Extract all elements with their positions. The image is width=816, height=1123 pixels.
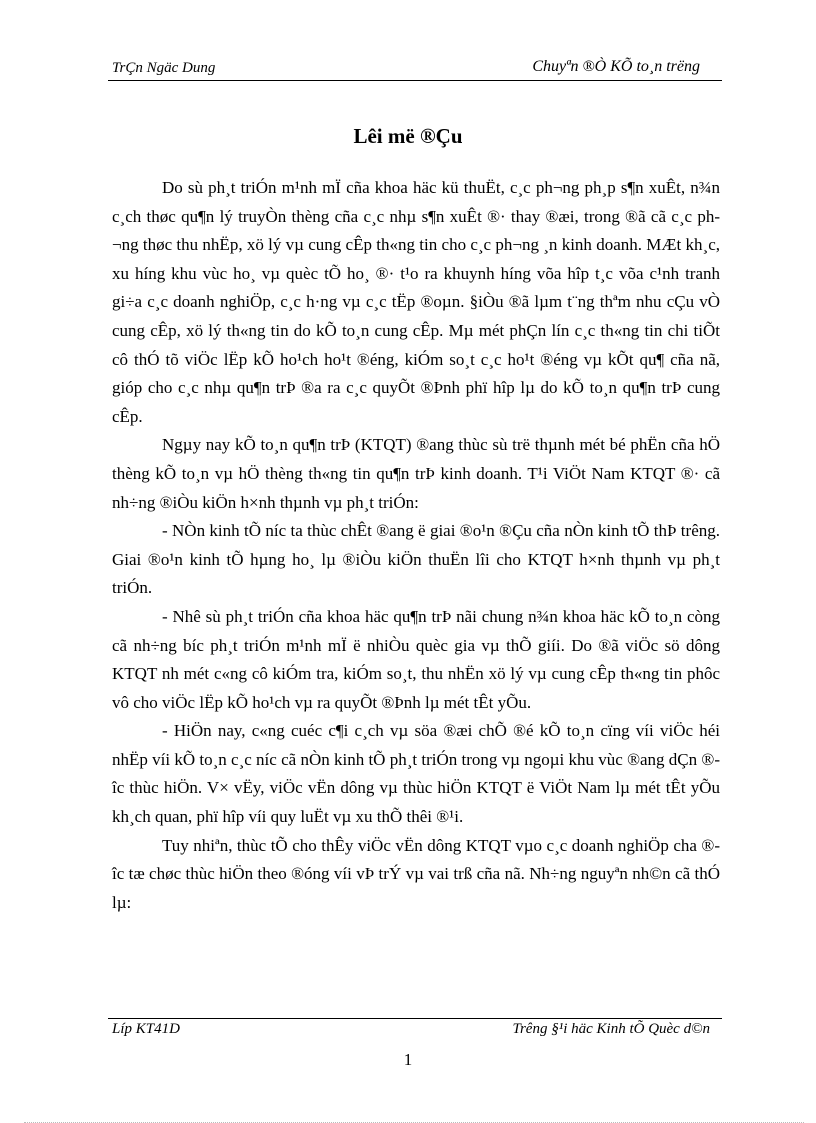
list-item-paragraph: - Nhê sù ph¸t triÓn cña khoa häc qu¶n trÞ nãi chung n¾n khoa häc kÕ to¸n còng cã nh÷ng bíc ph¸t triÓn m¹nh mÏ ë nhiÒu quèc gia vµ thÕ giíi. Do ®ã viÖc sö dông KTQT nh mét c«ng cô kiÓm tra, kiÓm so¸t, thu nhËn xö lý vµ cung cÊp th«ng tin phôc vô cho viÖc lËp kÕ ho¹ch vµ ra quyÕt ®Þnh lµ mét tÊt yÕu. <box>112 606 720 712</box>
list-item-paragraph: - NÒn kinh tÕ níc ta thùc chÊt ®ang ë giai ®o¹n ®Çu cña nÒn kinh tÕ thÞ trêng. Giai ®o¹n kinh tÕ hµng ho¸ lµ ®iÒu kiÖn thuËn lîi cho KTQT h×nh thµnh vµ ph¸t triÓn. <box>112 521 720 598</box>
paragraph: Tuy nhiªn, thùc tÕ cho thÊy viÖc vËn dông KTQT vµo c¸c doanh nghiÖp cha ®îc tæ chøc thùc hiÖn theo ®óng víi vÞ trÝ vµ vai trß cña nã. Nh÷ng nguyªn nh©n cã thÓ lµ: <box>112 835 720 912</box>
page-footer <box>108 1018 722 1043</box>
footer-class: Líp KT41D <box>112 1021 180 1037</box>
paragraph: Do sù ph¸t triÓn m¹nh mÏ cña khoa häc kü thuËt, c¸c ph¬ng ph¸p s¶n xuÊt, n¾n c¸ch thøc qu¶n lý truyÒn thèng cña c¸c nhµ s¶n xuÊt ®· thay ®æi, trong ®ã cã c¸c ph¬ng thøc thu nhËp, xö lý vµ cung cÊp th«ng tin cho c¸c ph¬ng ¸n kinh doanh. MÆt kh¸c, xu híng khu vùc ho¸ vµ quèc tÕ ho¸ ®· t¹o ra khuynh híng võa hîp t¸c võa c¹nh tranh gi÷a c¸c doanh nghiÖp, c¸c h·ng vµ c¸c tËp ®oµn. §iÒu ®ã lµm t¨ng thªm nhu cÇu vÒ cung cÊp, xö lý th«ng tin do kÕ to¸n cung cÊp. Mµ mét phÇn lín c¸c th«ng tin chi tiÕt cô thÓ tõ viÖc lËp kÕ ho¹ch ho¹t ®éng, kiÓm so¸t c¸c ho¹t ®éng vµ kÕt qu¶ cña nã, gióp cho c¸c nhµ qu¶n trÞ ®a ra c¸c quyÕt ®Þnh phï hîp lµ do kÕ to¸n qu¶n trÞ cung cÊp. <box>112 178 720 426</box>
document-title: Lêi më ®Çu <box>353 124 463 148</box>
list-item-paragraph: - HiÖn nay, c«ng cuéc c¶i c¸ch vµ söa ®æi chÕ ®é kÕ to¸n cïng víi viÖc héi nhËp víi kÕ to¸n c¸c níc cã nÒn kinh tÕ ph¸t triÓn trong vµ ngoµi khu vùc ®ang dÇn ®îc thùc hiÖn. V× vËy, viÖc vËn dông vµ thùc hiÖn KTQT ë ViÖt Nam lµ mét tÊt yÕu kh¸ch quan, phï hîp víi quy luËt vµ xu thÕ thêi ®¹i. <box>112 721 720 827</box>
header-topic: Chuyªn ®Ò KÕ to¸n trëng <box>532 58 700 75</box>
document-body <box>112 174 720 917</box>
paragraph: Ngµy nay kÕ to¸n qu¶n trÞ (KTQT) ®ang thùc sù trë thµnh mét bé phËn cña hÖ thèng kÕ to¸n vµ hÖ thèng th«ng tin qu¶n trÞ kinh doanh. T¹i ViÖt Nam KTQT ®· cã nh÷ng ®iÒu kiÖn h×nh thµnh vµ ph¸t triÓn: <box>112 435 720 512</box>
footer-university: Trêng §¹i häc Kinh tÕ Quèc d©n <box>512 1021 710 1037</box>
header-author: TrÇn Ngäc Dung <box>112 60 216 76</box>
page-header <box>108 58 722 81</box>
page-number: 1 <box>403 1050 413 1069</box>
